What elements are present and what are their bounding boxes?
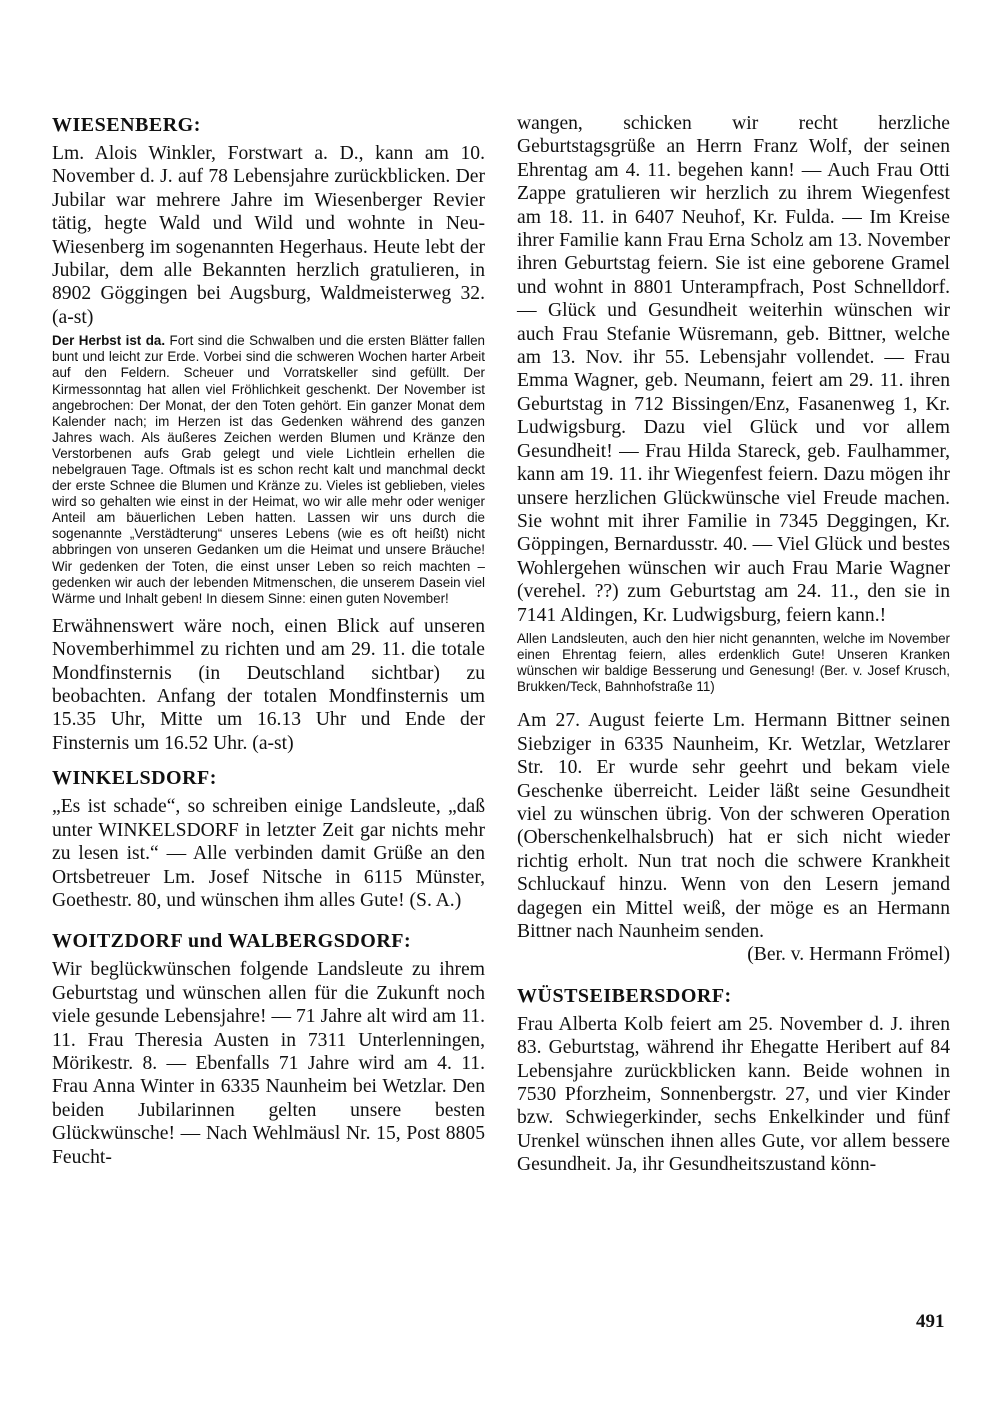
heading-woitzdorf: WOITZDORF und WALBERGSDORF: — [52, 930, 412, 953]
article-bittner-credit: (Ber. v. Hermann Frömel) — [747, 944, 950, 966]
article-hermann-bittner: Am 27. August feierte Lm. Hermann Bittner seinen Siebziger in 6335 Naunheim, Kr. Wetzlar, Wetzlarer Str. 10. Er wurde sehr geehrt und bekam viele Geschenke überreicht. Leider läßt seine Gesundheit viel zu wünschen übrig. Von der schweren Operation (Oberschenkelhalsbruch) hat er sich nicht wieder richtig erholt. Nun trat noch die schwere Krankheit Schluckauf hinzu. Wenn von den Lesern jemand dagegen ein Mittel weiß, der möge es an Hermann Bittner nach Naunheim senden. — [517, 710, 950, 942]
article-woitzdorf: Wir beglückwünschen folgende Landsleute zu ihrem Geburtstag und wünschen allen für die Zukunft noch viele gesunde Lebensjahre! — 71 Jahre alt wird am 11. 11. Frau Theresia Austen in 7311 Unterlenningen, Mörikestr. 8. — Ebenfalls 71 Jahre wird am 4. 11. Frau Anna Winter in 6335 Naunheim bei Wetzlar. Den beiden Jubilarinnen gelten unsere besten Glückwünsche! — Nach Wehlmäusl Nr. 15, Post 8805 Feucht- — [52, 959, 485, 1168]
page-number: 491 — [916, 1311, 945, 1332]
article-winkelsdorf: „Es ist schade“, so schreiben einige Landsleute, „daß unter WINKELSDORF in letzter Zeit gar nichts mehr zu lesen ist.“ — Alle verbinden damit Grüße an den Ortsbetreuer Lm. Josef Nitsche in 6115 Münster, Goethestr. 80, und wünschen ihm alles Gute! (S. A.) — [52, 796, 485, 911]
article-allen-landsleuten: Allen Landsleuten, auch den hier nicht genannten, welche im November einen Ehrentag feiern, alles erdenklich Gute! Unseren Kranken wünschen wir baldige Besserung und Genesung! (Ber. v. Josef Krusch, Brukken/Teck, Bahnhofstraße 11) — [517, 630, 950, 695]
left-column — [52, 112, 485, 1169]
herbst-lead: Der Herbst ist da. — [52, 333, 166, 349]
article-mondfinsternis: Erwähnenswert wäre noch, einen Blick auf unseren Novemberhimmel zu richten und am 29. 11. die totale Mondfinsternis (in Deutschland sichtbar) zu beobachten. Anfang der totalen Mondfinsternis um 15.35 Uhr, Mitte um 16.13 Uhr und Ende der Finsternis um 16.52 Uhr. (a-st) — [52, 615, 485, 754]
article-wuestseibersdorf: Frau Alberta Kolb feiert am 25. November d. J. ihren 83. Geburtstag, während ihr Ehegatte Heribert auf 84 Lebensjahre zurückblicken kann. Beide wohnen in 7530 Pforzheim, Sonnenbergstr. 27, und vier Kinder bzw. Schwiegerkinder, sechs Enkelkinder und fünf Urenkel wünschen ihnen alles Gute, vor allem bessere Gesundheit. Ja, ihr Gesundheitszustand könn- — [517, 1013, 950, 1176]
article-herbst — [52, 333, 485, 607]
herbst-text: Fort sind die Schwalben und die ersten Blätter fallen bunt und leicht zur Erde. Vorbei sind die schweren Wochen harter Arbeit auf den Feldern. Scheuer und Vorratskeller sind gefüllt. Der Kirmessonntag hat allen viel Fröhlichkeit geschenkt. Der November ist angebrochen: Der Monat, der den Toten gehört. Ein ganzer Monat dem Kalender nach; im Herzen ist das Gedenken während des ganzen Jahres wach. Als äußeres Zeichen werden Blumen und Kränze den Verstorbenen aufs Grab gelegt und viele Lichtlein erhellen die nebelgrauen Tage. Oftmals ist es schon recht kalt und manchmal deckt der erste Schnee die Blumen und Kränze zu. Vieles ist geblieben, vieles wird so gehalten wie einst in der Heimat, wo wir alle mehr oder weniger Anteil am bäuerlichen Leben hatten. Lassen wir uns durch die sogenannte „Verstädterung“ unseres Lebens (wie es oft heißt) nicht abbringen von unseren Gedanken um die Heimat und unsere Bräuche! Wir gedenken der Toten, die einst unser Leben so reich machten – gedenken wir auch der lebenden Mitmenschen, die unserem Dasein viel Wärme und Inhalt geben! In diesem Sinne: einen guten November! — [52, 333, 485, 606]
right-column — [517, 112, 950, 1177]
article-wiesenberg: Lm. Alois Winkler, Forstwart a. D., kann am 10. November d. J. auf 78 Lebensjahre zurückblicken. Der Jubilar war mehrere Jahre im Wiesenberger Revier tätig, hegte Wald und Wild und wohnte in Neu-Wiesenberg im sogenannten Hegerhaus. Heute lebt der Jubilar, dem alle Bekannten herzlich gratulieren, in 8902 Göggingen bei Augsburg, Waldmeisterweg 32. (a-st) — [52, 143, 485, 328]
heading-wiesenberg: WIESENBERG: — [52, 114, 201, 136]
article-woitzdorf-continued: wangen, schicken wir recht herzliche Geburtstagsgrüße an Herrn Franz Wolf, der seinen Ehrentag am 4. 11. begehen kann! — Auch Frau Otti Zappe gratulieren wir herzlich zu ihrem Wiegenfest am 18. 11. in 6407 Neuhof, Kr. Fulda. — Im Kreise ihrer Familie kann Frau Erna Scholz am 13. November ihren Geburtstag feiern. Sie ist eine geborene Gramel und wohnt in 8801 Unterampfrach, Post Schnelldorf. — Glück und Gesundheit weiterhin wünschen wir auch Frau Stefanie Wüsremann, geb. Bittner, welche am 13. Nov. ihr 55. Lebensjahr vollendet. — Frau Emma Wagner, geb. Neumann, feiert am 29. 11. ihren Geburtstag in 712 Bissingen/Enz, Fasanenweg 1, Kr. Ludwigsburg. Dazu viel Glück und vor allem Gesundheit! — Frau Hilda Stareck, geb. Faulhammer, kann am 19. 11. ihr Wiegenfest feiern. Dazu mögen ihr unsere herzlichen Glückwünsche viel Freude machen. Sie wohnt mit ihrer Familie in 7345 Deggingen, Kr. Göppingen, Bernardusstr. 40. — Viel Glück und bestes Wohlergehen wünschen wir auch Frau Marie Wagner (verehel. ??) zum Geburtstag am 24. 11., den sie in 7141 Aldingen, Kr. Ludwigsburg, feiern kann.! — [517, 113, 950, 626]
heading-winkelsdorf: WINKELSDORF: — [52, 767, 217, 790]
heading-wuestseibersdorf: WÜSTSEIBERSDORF: — [517, 984, 732, 1007]
